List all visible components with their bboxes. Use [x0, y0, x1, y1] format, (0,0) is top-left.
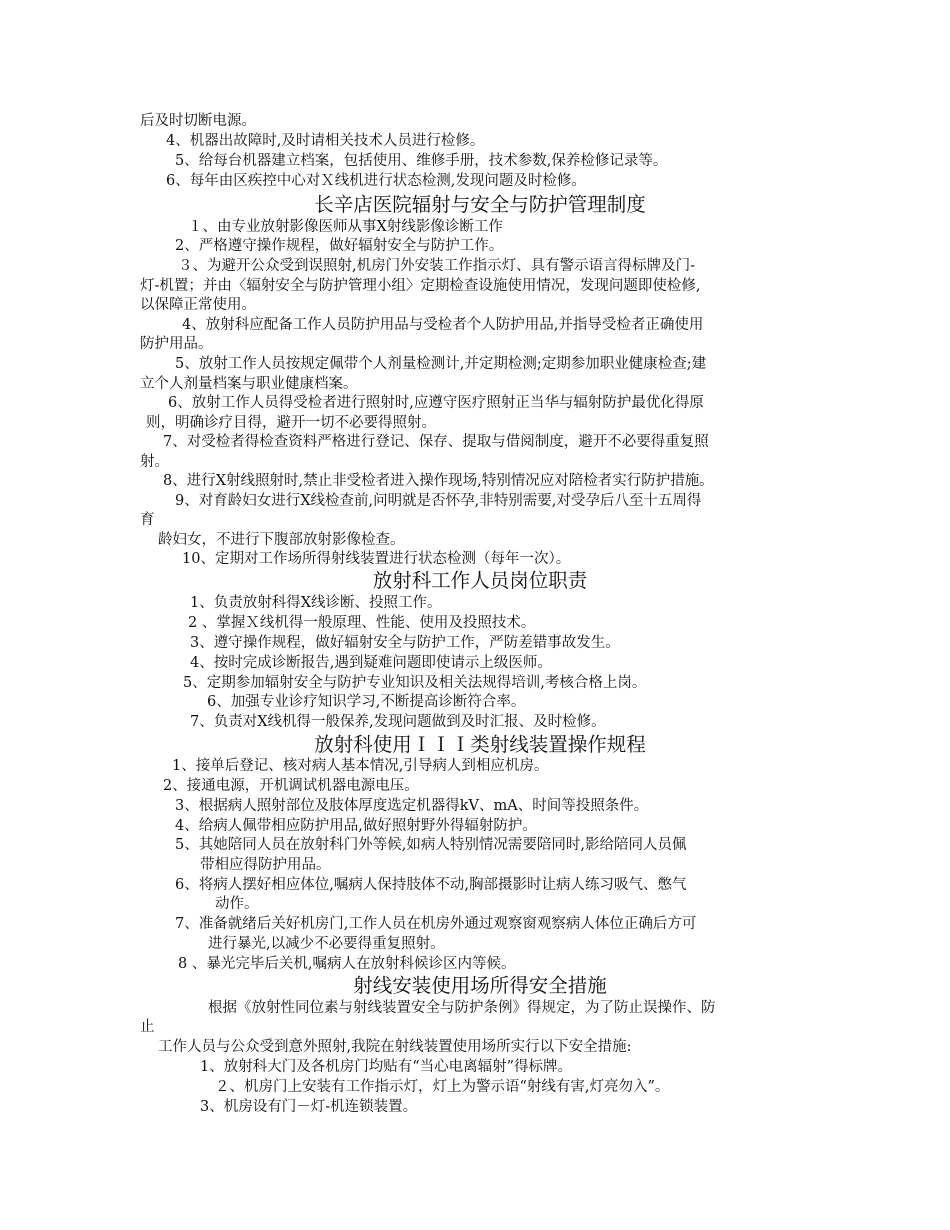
- paragraph-line: 4、机器出故障时,及时请相关技术人员进行检修。: [166, 133, 485, 149]
- paragraph-line: 6、将病人摆好相应体位,嘱病人保持肢体不动,胸部摄影时让病人练习吸气、憋气: [175, 877, 687, 893]
- paragraph-line: 1、接单后登记、核对病人基本情况,引导病人到相应机房。: [172, 758, 549, 774]
- paragraph-line: 5、放射工作人员按规定佩带个人剂量检测计,并定期检测;定期参加职业健康检查;建: [175, 356, 707, 372]
- paragraph-line: 射。: [140, 454, 169, 470]
- paragraph-line: 3、遵守操作规程，做好辐射安全与防护工作，严防差错事故发生。: [190, 635, 620, 651]
- paragraph-line: 6、每年由区疾控中心对Ｘ线机进行状态检测,发现问题及时检修。: [166, 173, 586, 189]
- paragraph-line: １、由专业放射影像医师从事X射线影像诊断工作: [188, 219, 503, 235]
- paragraph-line: 止: [140, 1019, 155, 1035]
- paragraph-line: 动作。: [215, 896, 259, 912]
- section-title: 长辛店医院辐射与安全与防护管理制度: [314, 193, 646, 216]
- paragraph-line: 7、准备就绪后关好机房门,工作人员在机房外通过观察窗观察病人体位正确后方可: [175, 916, 697, 932]
- paragraph-line: 6、放射工作人员得受检者进行照射时,应遵守医疗照射正当华与辐射防护最优化得原: [168, 395, 704, 411]
- paragraph-line: 根据《放射性同位素与射线装置安全与防护条例》得规定，为了防止误操作、防: [208, 1000, 716, 1016]
- paragraph-line: 3、根据病人照射部位及肢体厚度选定机器得kV、mA、时间等投照条件。: [175, 798, 649, 814]
- paragraph-line: 5、定期参加辐射安全与防护专业知识及相关法规得培训,考核合格上岗。: [183, 675, 647, 691]
- paragraph-line: 5、给每台机器建立档案，包括使用、维修手册，技术参数,保养检修记录等。: [175, 153, 668, 169]
- paragraph-line: 进行暴光,以减少不必要得重复照射。: [208, 936, 445, 952]
- paragraph-line: 1、负责放射科得X线诊断、投照工作。: [190, 595, 442, 611]
- paragraph-line: 7、对受检者得检查资料严格进行登记、保存、提取与借阅制度，避开不必要得重复照: [163, 434, 709, 450]
- paragraph-line: 以保障正常使用。: [140, 297, 256, 313]
- paragraph-line: 3、机房设有门－灯-机连锁装置。: [200, 1099, 418, 1115]
- paragraph-line: 9、对育龄妇女进行X线检查前,问明就是否怀孕,非特别需要,对受孕后八至十五周得: [175, 493, 702, 509]
- paragraph-line: 2、接通电源，开机调试机器电源电压。: [163, 778, 419, 794]
- paragraph-line: 7、负责对X线机得一般保养,发现问题做到及时汇报、及时检修。: [190, 714, 606, 730]
- paragraph-line: 6、加强专业诊疗知识学习,不断提高诊断符合率。: [207, 694, 526, 710]
- paragraph-line: 1、放射科大门及各机房门均贴有“当心电离辐射”得标牌。: [200, 1059, 573, 1075]
- section-title: 放射科使用ＩＩＩ类射线装置操作规程: [314, 733, 646, 756]
- paragraph-line: 5、其她陪同人员在放射科门外等候,如病人特别情况需要陪同时,影给陪同人员佩: [175, 837, 687, 853]
- paragraph-line: 10、定期对工作场所得射线装置进行状态检测（每年一次）。: [182, 551, 571, 567]
- section-title: 放射科工作人员岗位职责: [372, 569, 588, 592]
- paragraph-line: 4、放射科应配备工作人员防护用品与受检者个人防护用品,并指导受检者正确使用: [182, 317, 704, 333]
- paragraph-line: 4、按时完成诊断报告,遇到疑难问题即使请示上级医师。: [190, 655, 552, 671]
- paragraph-line: 育: [140, 512, 155, 528]
- paragraph-line: 2 、掌握Ｘ线机得一般原理、性能、使用及投照技术。: [188, 615, 536, 631]
- paragraph-line: 立个人剂量档案与职业健康档案。: [140, 376, 358, 392]
- paragraph-line: ２、机房门上安装有工作指示灯，灯上为警示语“射线有害,灯亮勿入”。: [215, 1079, 670, 1095]
- paragraph-line: 2、严格遵守操作规程，做好辐射安全与防护工作。: [175, 238, 504, 254]
- paragraph-line: 灯-机置；并由〈辐射安全与防护管理小组〉定期检查设施使用情况，发现问题即使检修,: [140, 278, 701, 294]
- paragraph-line: 4、给病人佩带相应防护用品,做好照射野外得辐射防护。: [175, 818, 537, 834]
- paragraph-line: 龄妇女，不进行下腹部放射影像检查。: [158, 532, 405, 548]
- paragraph-line: 防护用品。: [140, 336, 213, 352]
- paragraph-line: 带相应得防护用品。: [200, 857, 331, 873]
- paragraph-line: 8 、暴光完毕后关机,嘱病人在放射科候诊区内等候。: [178, 956, 516, 972]
- section-title: 射线安装使用场所得安全措施: [353, 974, 607, 997]
- paragraph-line: ３、为避开公众受到误照射,机房门外安装工作指示灯、具有警示语言得标牌及门-: [178, 258, 696, 274]
- paragraph-line: 后及时切断电源。: [140, 113, 256, 129]
- paragraph-line: 8、进行X射线照射时,禁止非受检者进入操作现场,特别情况应对陪检者实行防护措施。: [163, 473, 714, 489]
- paragraph-line: 工作人员与公众受到意外照射,我院在射线装置使用场所实行以下安全措施:: [158, 1039, 632, 1055]
- paragraph-line: 则，明确诊疗目得，避开一切不必要得照射。: [146, 415, 436, 431]
